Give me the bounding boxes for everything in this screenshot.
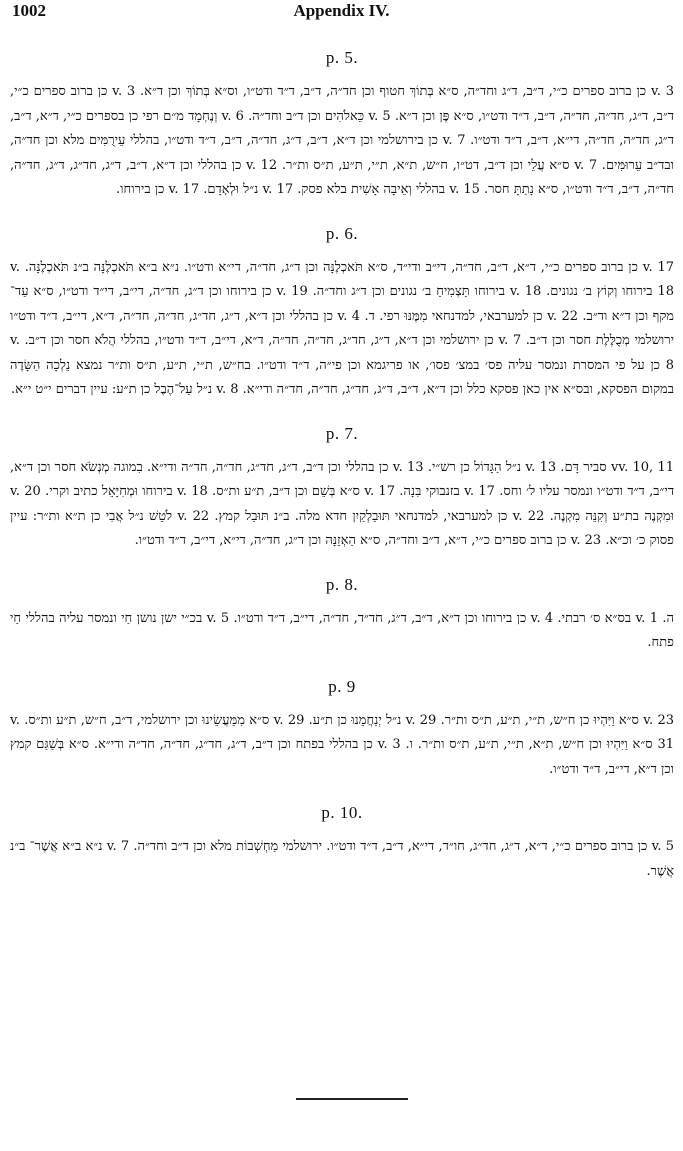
page-number: 1002 xyxy=(12,1,46,20)
section-p7 xyxy=(10,424,674,554)
section-text: vv. 10, 11 סביר דָּם. v. 13 נ״ל הַגָּדוֹל כן רש״י. v. 13 כן בהללי וכן ד״ב, ד״ג, חד״ג, חד״ה, חד״ה ודי״א. בִמוגה מְנְשֹׂא חסר וכן ד״א, די״ב, ד״ד ודט״ו ונמסר עליו ל׳ וחס. v. 17 בזנבוקי בִּנָה. v. 17 ס״א בְּשֵׁם וכן ד״ב, ת״ע ות״ס. v. 18 בירוחו וּמְחִיָּאֵל כתיב וקרי. v. 20 וּמִקְנֶה בת״ע וְקִנֵּה מִקְנֶה. v. 22 כן למערבאי, למדנחאי תּוּבַלְקַיִן חדא מלה. ב״נ תּוּבַל קמץ. v. 22 לֹטֵשׁ נ״ל אֲבִי כן ת״א ות״ר: עיין פסוק כ׳ וכ״א. v. 23 כן ברוב ספרים כ״י, ד״א, ד״ב וחד״ה, ס״א הַאְזֵנָּה וכן ד״ג, חד״ה, די״א, די״ב, ד״ד ודט״ו. xyxy=(10,459,675,548)
section-p10 xyxy=(10,803,674,884)
section-p6 xyxy=(10,224,674,403)
section-text: v. 17 כן ברוב ספרים כ״י, ד״א, ד״ב, חד״ה, די״ב ודי״ד, ס״א תֹּאכְלֶנָּה וכן ד״ג, חד״ה, די״א ודט״ו. נ״א ב״א תֹּאכְלֶנָּה ב״נ תֹּאכְלֶנָּה. v. 18 בירוחו וְקוֹץ ב׳ נגונים. v. 18 בירוחו תַּצְמִיחַ ב׳ נגונים וכן ד״ג וחד״ה. v. 19 כן בירוחו וכן ד״ג, חד״ה, די״ב, די״ד ודט״ו, ס״א עַד־ מקף וכן ד״א וד״ב. v. 22 כן למערבאי, למדנחאי מִמֶּנּוּ רפי. ד. v. 4 כן בהללי וכן ד״א, ד״ג, חד״ג, חד״ה, חד״ה, ד״א, די״ב, ד״ד ודט״ו ירושלמי מְכֻלֶּלֶת חסר וכן ד״ב. v. 7 כן ירושלמי וכן ד״א, ד״ג, חד״ג, חד״ה, חד״ה, ד״א, די״ב, ד״ד ודט״ו, בהללי הֲלֹא חסר וכן ד״ב. v. 8 כן על פי המסרת ונמסר עליה פס׳ במצ׳ פסו׳, או פריגמא וכן פי״ה, ד״ד ודט״ו. בח״ש, ת״י, ת״ע, ת״ס ות״ר נמצא נֵלְכָה הַשָּׂדֶה במקום הפסקא, ובס״א אין כאן פסקא כלל וכן ד״א, ד״ב, ד״ג, חד״ג, חד״ה, חד״ה ודי״א. v. 8 נ״ל עַל־הֶבֶל כן ת״ע: עיין דברים י״ט י״א. xyxy=(10,259,675,397)
page-header xyxy=(0,0,683,22)
section-text: v. 3 כן ברוב ספרים כ״י, ד״ב, ד״ג וחד״ה, ס״א בְּתוֹךְ חטוף וכן חד״ה, ד״ב, ד״ד ודט״ו, וס״א בְּתוֹךְ וכן ד״א. v. 3 כן ברוב ספרים כ״י, ד״ב, ד״ג, חד״ה, חד״ה, ד״ב, ד״ד ודט״ו, ס״א פֶּן וכן ד״א. v. 5 כֵּאלֹהִים וכן ד״ב וחד״ה. v. 6 וְנֶחְמָד מ״ם רפי כן בספרים כ״י, ד״א, ד״ב, ד״ג, חד״ה, חד״ה, די״א, ד״ב, ד״ד ודט״ו. v. 7 כן בירושלמי וכן ד״א, ד״ב, ד״ג, חד״ה, ד״ב, ד״ד ודט״ו, בהללי עֵירֻמִּים מלא וכן חד״ה, ובד״ב עֵרוּמִּים. v. 7 ס״א עֲלֵי וכן ד״ב, דט״ו, ח״ש, ת״א, ת״י, ת״ע, ת״ס ות״ר. v. 12 כן בהללי וכן ד״א, ד״ב, ד״ג, חד״ג, ד״ג, חד״ה, חד״ה, ד״ב, ד״ד ודט״ו, ס״א נָתַתָּ חסר. v. 15 בהללי וְאֵיבָה אָשִׁית בלא פסק. v. 17 נ״ל וּלְאָדָם. v. 17 כן בירוחו. xyxy=(10,84,675,197)
section-heading: p. 5. xyxy=(325,48,359,67)
running-head: Appendix IV. xyxy=(293,1,390,20)
section-heading: p. 7. xyxy=(325,423,359,443)
footer-rule xyxy=(296,1098,408,1100)
section-heading: p. 6. xyxy=(325,223,359,243)
appendix-content xyxy=(10,48,674,905)
section-p5 xyxy=(10,48,674,203)
section-text: v. 5 כן ברוב ספרים כ״י, ד״א, ד״ג, חד״ג, חו״ד, די״א, ד״ב, ד״ד ודט״ו. ירושלמי מַחְשְׁבוֹת מלא וכן ד״ב וחד״ה. v. 7 נ״א ב״א אֲשֶׁר־ ב״נ אֲשֶׁר. xyxy=(10,839,674,879)
section-heading: p. 8. xyxy=(325,574,359,594)
section-text: ה. v. 1 בס״א ס׳ רבתי. v. 4 כן בירוחו וכן ד״א, ד״ב, ד״ג, חד״ד, חד״ה, די״ב, ד״ד ודט״ו. v. 5 בכ״י ישן נושן חַי ונמסר עליה בהללי חַי פתח. xyxy=(10,610,674,650)
section-p9 xyxy=(10,677,674,783)
section-text: v. 23 ס״א וַיִּהְיוּ כן ח״ש, ת״י, ת״ע, ת״ס ות״ר. v. 29 נ״ל יְנַחֲמֵנוּ כן ת״ע. v. 29 ס״א מִמַּעֲשֵׂינוּ וכן ירושלמי, ד״ב, ח״ש, ת״ע ות״ס. v. 31 ס״א וַיִּהְיוּ וכן ח״ש, ת״א, ת״י, ת״ע, ת״ס ות״ר. ו. v. 3 כן בהללי בפתח וכן ד״ב, ד״ג, חד״ג, חד״ה, חד״ה ודי״א. ס״א בְּשַׁגַּם קמץ וכן ד״א, די״ב, ד״ד ודט״ו. xyxy=(10,712,674,777)
section-heading: p. 9 xyxy=(328,676,356,696)
section-p8 xyxy=(10,575,674,656)
section-heading: p. 10. xyxy=(321,803,363,822)
